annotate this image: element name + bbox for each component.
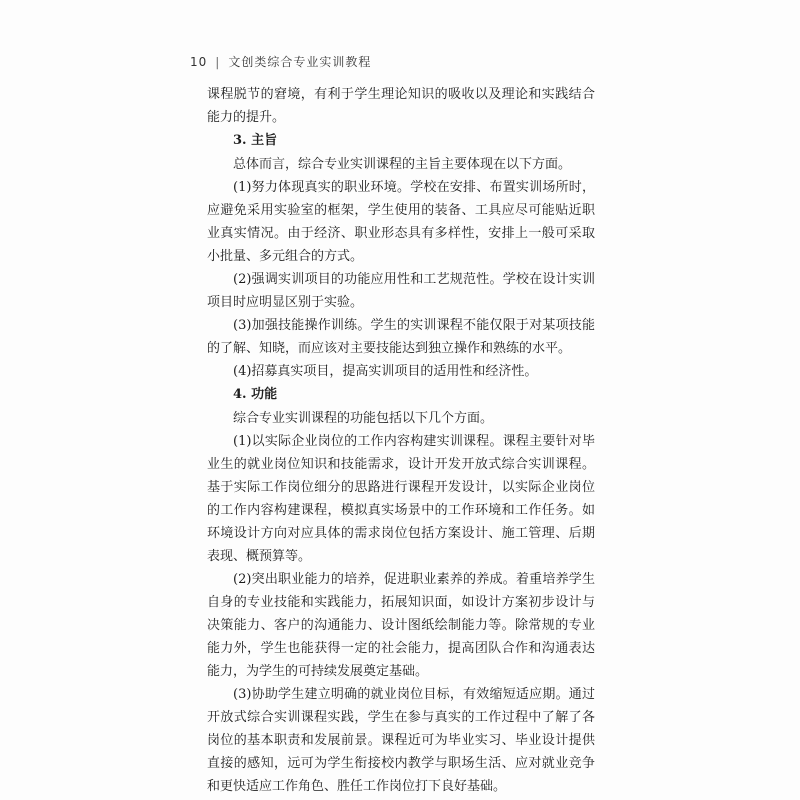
header-separator: | xyxy=(215,54,221,69)
book-title: 文创类综合专业实训教程 xyxy=(228,55,372,69)
paragraph: (4)招募真实项目，提高实训项目的适用性和经济性。 xyxy=(233,364,538,379)
running-header xyxy=(190,53,371,70)
paragraph: (3)加强技能操作训练。学生的实训课程不能仅限于对某项技能的了解、知晓，而应该对主要技能达到独立操作和熟练的水平。 xyxy=(207,318,595,356)
paragraph-continuation: 课程脱节的窘境，有利于学生理论知识的吸收以及理论和实践结合能力的提升。 xyxy=(207,87,595,125)
paragraph: (1)以实际企业岗位的工作内容构建实训课程。课程主要针对毕业生的就业岗位知识和技能需求，设计开发开放式综合实训课程。基于实际工作岗位细分的思路进行课程开发设计，以实际企业岗位的工作内容构建课程，模拟真实场景中的工作环境和工作任务。如环境设计方向对应具体的需求岗位包括方案设计、施工管理、后期表现、概预算等。 xyxy=(207,434,595,564)
paragraph: (2)突出职业能力的培养，促进职业素养的养成。着重培养学生自身的专业技能和实践能力，拓展知识面，如设计方案初步设计与决策能力、客户的沟通能力、设计图纸绘制能力等。除常规的专业能力外，学生也能获得一定的社会能力，提高团队合作和沟通表达能力，为学生的可持续发展奠定基础。 xyxy=(207,572,595,679)
section-heading-purpose: 3. 主旨 xyxy=(233,133,278,148)
paragraph: 总体而言，综合专业实训课程的主旨主要体现在以下方面。 xyxy=(233,157,572,172)
body-text xyxy=(207,83,595,798)
paragraph: 综合专业实训课程的功能包括以下几个方面。 xyxy=(233,411,494,426)
paragraph: (1)努力体现真实的职业环境。学校在安排、布置实训场所时，应避免采用实验室的框架，学生使用的装备、工具应尽可能贴近职业真实情况。由于经济、职业形态具有多样性，安排上一般可采取小批量、多元组合的方式。 xyxy=(207,180,595,264)
section-heading-function: 4. 功能 xyxy=(233,387,278,402)
paragraph: (2)强调实训项目的功能应用性和工艺规范性。学校在设计实训项目时应明显区别于实验。 xyxy=(207,272,595,310)
paragraph: (3)协助学生建立明确的就业岗位目标，有效缩短适应期。通过开放式综合实训课程实践，学生在参与真实的工作过程中了解了各岗位的基本职责和发展前景。课程近可为毕业实习、毕业设计提供直接的感知，远可为学生衔接校内教学与职场生活、应对就业竞争和更快适应工作角色、胜任工作岗位打下良好基础。 xyxy=(207,687,595,794)
page-number: 10 xyxy=(190,54,208,69)
